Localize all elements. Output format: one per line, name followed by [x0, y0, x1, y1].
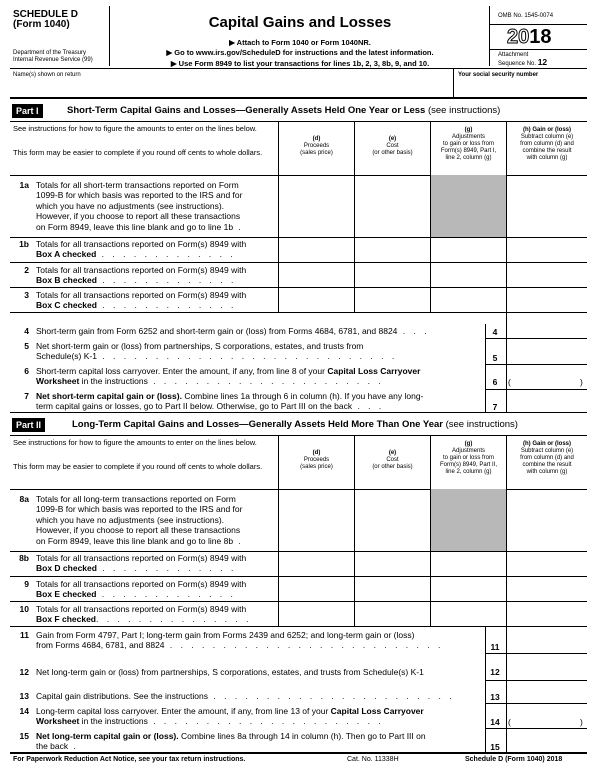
line-10-num: 10 — [19, 604, 29, 614]
line-1a-num: 1a — [19, 180, 29, 190]
line-13-num: 13 — [19, 691, 29, 701]
line-3-text: Totals for all transactions reported on Form(s) 8949 with Box C checked . . . . . . . . . . . . . — [36, 290, 247, 311]
line-5-text: Net short-term gain or (loss) from partnerships, S corporations, estates, and trusts from Schedule(s) K-1 . . . . . . . . . . . . . . . . . . . . . . . . . . . . — [36, 341, 398, 362]
line-11-box: 11 — [490, 642, 500, 652]
line-9-g-field[interactable] — [431, 577, 506, 601]
instruction-attach: ▶ Attach to Form 1040 or Form 1040NR. — [229, 38, 371, 47]
line-9-h-field[interactable] — [507, 577, 587, 601]
footer-form-id: Schedule D (Form 1040) 2018 — [465, 756, 563, 763]
line-6-field[interactable] — [514, 365, 578, 389]
col-d-header-p2: (d) Proceeds (sales price) — [300, 450, 333, 470]
part2-intro-1: See instructions for how to figure the amounts to enter on the lines below. — [13, 438, 257, 447]
col-e-header-p2: (e) Cost (or other basis) — [372, 450, 413, 470]
line-7-field[interactable] — [507, 390, 587, 412]
line-5-num: 5 — [24, 341, 29, 351]
line-13-box: 13 — [490, 692, 500, 702]
part2-title: Long-Term Capital Gains and Losses—Generally Assets Held More Than One Year (see instructions) — [72, 419, 518, 430]
line-14-paren-close: ) — [580, 717, 583, 727]
part1-label: Part I — [12, 104, 43, 118]
line-11-field[interactable] — [507, 627, 587, 653]
col-g-header-p1: (g) Adjustments to gain or loss from Form(s) 8949, Part I, line 2, column (g) — [440, 127, 497, 161]
line-10-e-field[interactable] — [355, 602, 430, 626]
line-9-e-field[interactable] — [355, 577, 430, 601]
line-3-d-field[interactable] — [279, 288, 354, 312]
line-8a-d-field[interactable] — [279, 490, 354, 550]
line-6-text: Short-term capital loss carryover. Enter the amount, if any, from line 8 of your Capital Loss Carryover Worksheet in the instructions . . . . . . . . . . . . . . . . . . . . . . — [36, 366, 421, 387]
line-8a-h-field[interactable] — [507, 490, 587, 550]
part2-label: Part II — [12, 418, 45, 432]
part1-title: Short-Term Capital Gains and Losses—Generally Assets Held One Year or Less (see instructions) — [67, 105, 501, 116]
line-15-field[interactable] — [507, 729, 587, 752]
line-12-box: 12 — [490, 667, 500, 677]
line-12-text: Net long-term gain or (loss) from partnerships, S corporations, estates, and trusts from Schedule(s) K-1 — [36, 667, 424, 677]
line-11-num: 11 — [20, 630, 29, 640]
form-label: (Form 1040) — [13, 19, 70, 30]
line-4-num: 4 — [24, 326, 29, 336]
ssn-field[interactable] — [456, 80, 584, 96]
line-3-h-field[interactable] — [507, 288, 587, 312]
line-5-box: 5 — [492, 353, 498, 363]
line-2-h-field[interactable] — [507, 263, 587, 287]
col-g-header-p2: (g) Adjustments to gain or loss from Form(s) 8949, Part II, line 2, column (g) — [439, 441, 497, 475]
line-3-g-field[interactable] — [431, 288, 506, 312]
line-10-g-field[interactable] — [431, 602, 506, 626]
line-10-text: Totals for all transactions reported on Form(s) 8949 with Box F checked. . . . . . . . . . . . . . . — [36, 604, 252, 625]
line-14-text: Long-term capital loss carryover. Enter the amount, if any, from line 13 of your Capital Loss Carryover Worksheet in the instructions . . . . . . . . . . . . . . . . . . . . . . — [36, 706, 424, 727]
line-1b-d-field[interactable] — [279, 238, 354, 262]
ssn-label: Your social security number — [458, 72, 539, 78]
line-6-paren-open: ( — [508, 377, 511, 387]
line-8a-num: 8a — [19, 494, 29, 504]
col-h-header-p2: (h) Gain or (loss) Subtract column (e) from column (d) and combine the result with column (g) — [520, 441, 574, 475]
line-1a-g-shaded — [431, 175, 506, 237]
footer-paperwork-notice: For Paperwork Reduction Act Notice, see your tax return instructions. — [13, 756, 246, 763]
names-field[interactable] — [14, 80, 450, 96]
line-10-h-field[interactable] — [507, 602, 587, 626]
instruction-website: ▶ Go to www.irs.gov/ScheduleD for instructions and the latest information. — [166, 48, 434, 57]
line-8b-d-field[interactable] — [279, 552, 354, 576]
line-5-field[interactable] — [507, 339, 587, 364]
line-2-num: 2 — [24, 265, 29, 275]
line-15-text: Net long-term capital gain or (loss). Combine lines 8a through 14 in column (h). Then go to Part III on the back . — [36, 731, 426, 752]
line-15-num: 15 — [19, 731, 29, 741]
part1-intro-2: This form may be easier to complete if you round off cents to whole dollars. — [13, 148, 263, 157]
line-8b-num: 8b — [19, 553, 29, 563]
attachment-label: Attachment — [498, 52, 529, 58]
line-8a-e-field[interactable] — [355, 490, 430, 550]
omb-number: OMB No. 1545-0074 — [498, 13, 554, 19]
line-9-d-field[interactable] — [279, 577, 354, 601]
line-2-text: Totals for all transactions reported on Form(s) 8949 with Box B checked . . . . . . . . . . . . . — [36, 265, 247, 286]
line-4-box: 4 — [492, 327, 498, 337]
line-15-box: 15 — [490, 742, 500, 752]
line-1b-h-field[interactable] — [507, 238, 587, 262]
line-8b-h-field[interactable] — [507, 552, 587, 576]
line-1b-e-field[interactable] — [355, 238, 430, 262]
line-1a-h-field[interactable] — [507, 176, 587, 236]
sequence-label: Sequence No. 12 — [498, 57, 548, 67]
line-8b-g-field[interactable] — [431, 552, 506, 576]
dept-treasury: Department of the Treasury — [13, 50, 87, 56]
line-3-e-field[interactable] — [355, 288, 430, 312]
line-8b-text: Totals for all transactions reported on Form(s) 8949 with Box D checked . . . . . . . . . . . . . — [36, 553, 247, 574]
line-8a-g-shaded — [431, 489, 506, 551]
line-2-e-field[interactable] — [355, 263, 430, 287]
line-7-text: Net short-term capital gain or (loss). Combine lines 1a through 6 in column (h). If you have any long- term capital gains or losses, go to Part II below. Otherwise, go to Part III on the back . . . — [36, 391, 424, 412]
line-8a-text: Totals for all long-term transactions reported on Form 1099-B for which basis was reported to the IRS and for which you have no adjustments (see instructions). However, if you choose to report all these transactions on Form 8949, leave this line blank and go to line 8b . — [36, 494, 244, 546]
col-e-header-p1: (e) Cost (or other basis) — [372, 136, 413, 156]
line-9-text: Totals for all transactions reported on Form(s) 8949 with Box E checked . . . . . . . . . . . . . — [36, 579, 247, 600]
col-d-header-p1: (d) Proceeds (sales price) — [300, 136, 333, 156]
line-3-num: 3 — [24, 290, 29, 300]
line-4-text: Short-term gain from Form 6252 and short-term gain or (loss) from Forms 4684, 6781, and 8824 . . . — [36, 326, 430, 336]
line-2-g-field[interactable] — [431, 263, 506, 287]
line-6-paren-close: ) — [580, 377, 583, 387]
line-10-d-field[interactable] — [279, 602, 354, 626]
part2-intro-2: This form may be easier to complete if you round off cents to whole dollars. — [13, 462, 263, 471]
line-1b-g-field[interactable] — [431, 238, 506, 262]
names-label: Name(s) shown on return — [13, 72, 81, 78]
line-12-num: 12 — [19, 667, 29, 677]
line-14-box: 14 — [490, 717, 500, 727]
line-11-text: Gain from Form 4797, Part I; long-term gain from Forms 2439 and 6252; and long-term gain or (loss) from Forms 4684, 6781, and 8824 . . . . . . . . . . . . . . . . . . . . . . . . . . — [36, 630, 444, 651]
line-1b-num: 1b — [19, 239, 29, 249]
col-h-header-p1: (h) Gain or (loss) Subtract column (e) from column (d) and combine the result with column (g) — [520, 127, 574, 161]
line-7-box: 7 — [492, 402, 498, 412]
line-1a-d-field[interactable] — [279, 176, 354, 236]
line-8b-e-field[interactable] — [355, 552, 430, 576]
line-6-box: 6 — [492, 377, 498, 387]
schedule-label: SCHEDULE D — [13, 9, 79, 20]
line-12-field[interactable] — [507, 654, 587, 680]
tax-year: 2018 — [507, 26, 552, 48]
line-4-field[interactable] — [507, 324, 587, 338]
line-1b-text: Totals for all transactions reported on Form(s) 8949 with Box A checked . . . . . . . . . . . . . — [36, 239, 247, 260]
line-1a-e-field[interactable] — [355, 176, 430, 236]
line-14-paren-open: ( — [508, 717, 511, 727]
line-6-num: 6 — [24, 366, 29, 376]
part1-intro-1: See instructions for how to figure the amounts to enter on the lines below. — [13, 124, 257, 133]
line-14-field[interactable] — [514, 704, 578, 728]
dept-irs: Internal Revenue Service (99) — [13, 57, 93, 63]
line-13-field[interactable] — [507, 681, 587, 703]
line-13-text: Capital gain distributions. See the instructions . . . . . . . . . . . . . . . . . . . . . . . — [36, 691, 455, 701]
line-14-num: 14 — [19, 706, 29, 716]
line-2-d-field[interactable] — [279, 263, 354, 287]
line-7-num: 7 — [24, 391, 29, 401]
instruction-form8949: ▶ Use Form 8949 to list your transactions for lines 1b, 2, 3, 8b, 9, and 10. — [170, 59, 430, 68]
line-1a-text: Totals for all short-term transactions reported on Form 1099-B for which basis was reported to the IRS and for which you have no adjustments (see instructions). However, if you choose to report all these transactions on Form 8949, leave this line blank and go to line 1b . — [36, 180, 244, 232]
line-9-num: 9 — [24, 579, 29, 589]
footer-cat-number: Cat. No. 11338H — [347, 756, 399, 763]
form-title: Capital Gains and Losses — [208, 14, 392, 31]
